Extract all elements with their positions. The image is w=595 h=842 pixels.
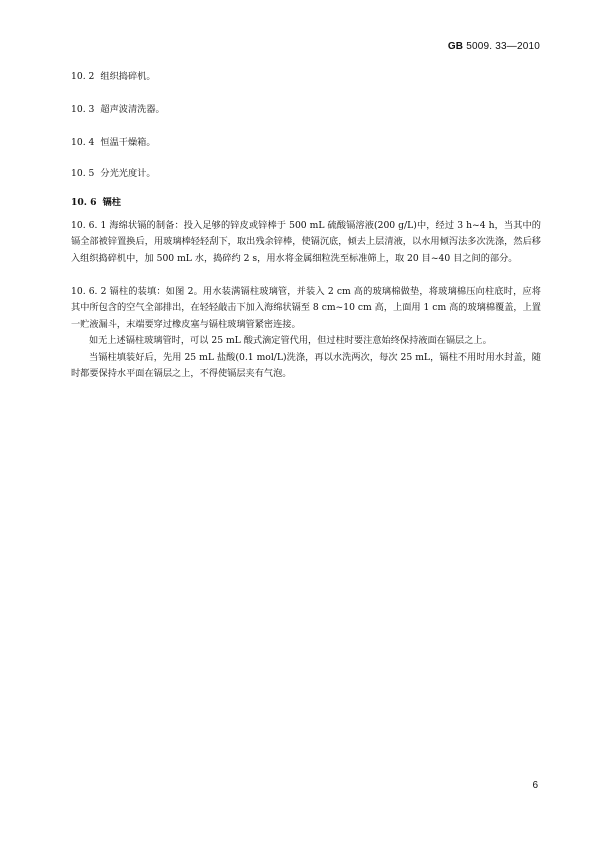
section-text: 分光光度计。	[100, 168, 156, 179]
standard-number: 5009. 33—2010	[466, 41, 540, 52]
section-number: 10. 3	[71, 104, 95, 115]
standard-code: GB	[447, 41, 464, 52]
section-10-5	[71, 167, 156, 180]
section-number: 10. 2	[71, 71, 95, 82]
paragraph-10-6-1: 10. 6. 1 海绵状镉的制备：投入足够的锌皮或锌棒于 500 mL 硫酸镉溶液(200 g/L)中，经过 3 h~4 h，当其中的镉全部被锌置换后，用玻璃棒轻轻刮下，取出残余锌棒，使镉沉底，倾去上层清液，以水用倾泻法多次洗涤，然后移入组织捣碎机中，加 500 mL 水，捣碎约 2 s，用水将金属细粒洗至标准筛上，取 20 目~40 目之间的部分。	[71, 220, 541, 264]
section-text: 超声波清洗器。	[100, 104, 165, 115]
section-text: 镉柱	[102, 197, 121, 208]
standard-header	[448, 41, 540, 52]
section-number: 10. 5	[71, 168, 95, 179]
section-10-4	[71, 136, 156, 149]
section-text: 组织捣碎机。	[100, 71, 156, 82]
page-number: 6	[532, 780, 538, 791]
section-10-2	[71, 70, 156, 83]
section-number: 10. 4	[71, 137, 95, 148]
paragraph-washing: 当镉柱填装好后，先用 25 mL 盐酸(0.1 mol/L)洗涤，再以水洗两次，每次 25 mL，镉柱不用时用水封盖，随时都要保持水平面在镉层之上，不得使镉层夹有气泡。	[71, 352, 541, 380]
section-text: 恒温干燥箱。	[100, 137, 156, 148]
paragraph-10-6-2: 10. 6. 2 镉柱的装填：如图 2。用水装满镉柱玻璃管，并装入 2 cm 高的玻璃棉做垫，将玻璃棉压向柱底时，应将其中所包含的空气全部排出，在轻轻敲击下加入海绵状镉至 8 cm~10 cm 高，上面用 1 cm 高的玻璃棉覆盖，上置一贮液漏斗，末端要穿过橡皮塞与镉柱玻璃管紧密连接。	[71, 286, 541, 330]
section-10-6-heading	[71, 196, 121, 209]
section-number: 10. 6	[71, 197, 97, 208]
section-10-3	[71, 103, 165, 116]
paragraph-substitute-note: 如无上述镉柱玻璃管时，可以 25 mL 酸式滴定管代用，但过柱时要注意始终保持液面在镉层之上。	[89, 335, 492, 346]
